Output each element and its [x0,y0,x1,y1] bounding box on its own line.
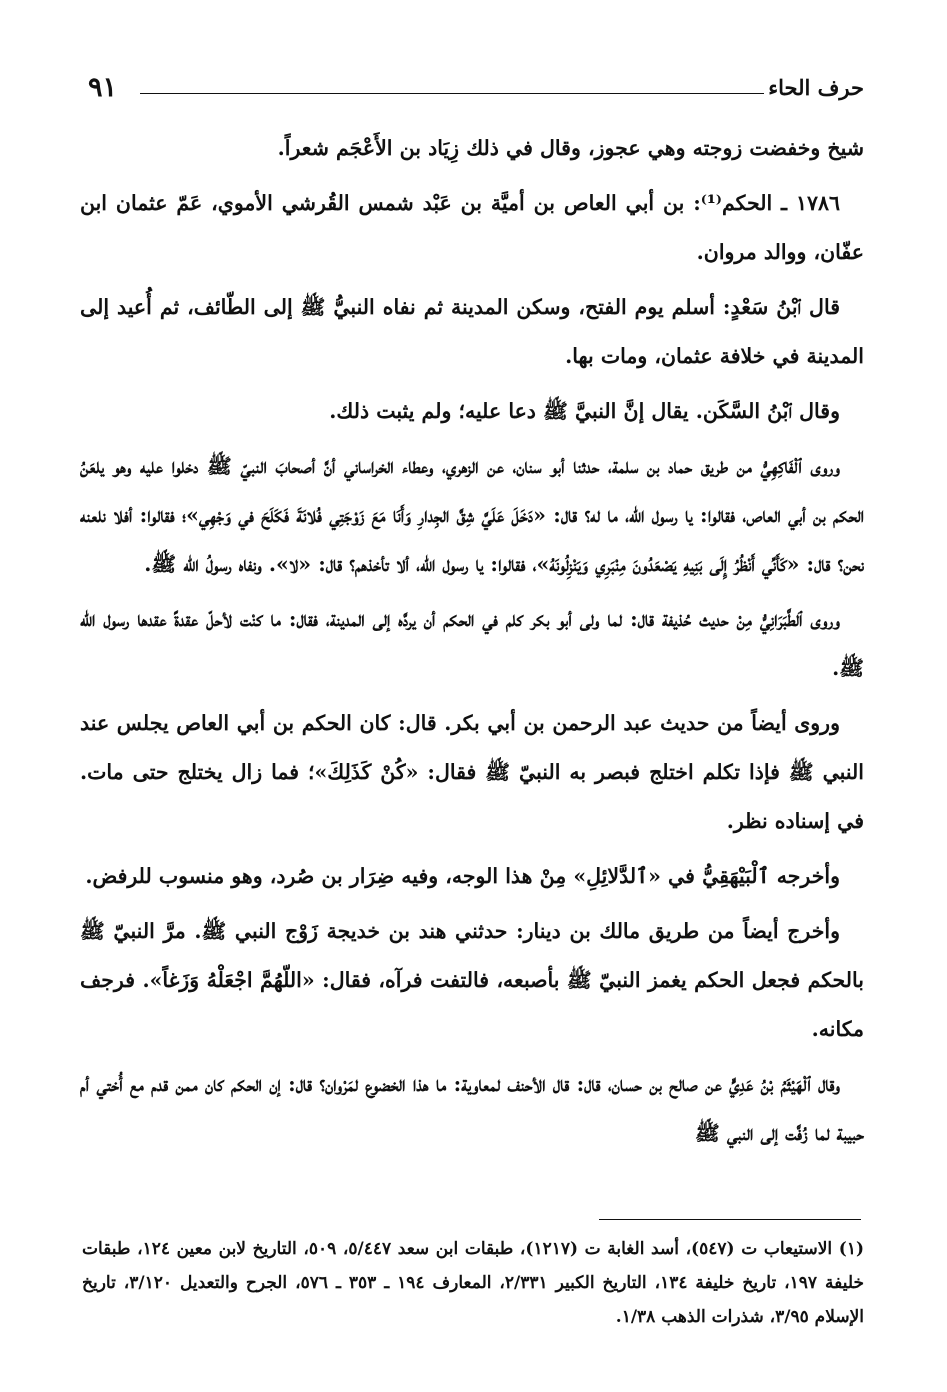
paragraph: وأخرج أيضاً من طريق مالك بن دينار: حدثني هند بن خديجة زَوْج النبي ﷺ. مرَّ النبيّ ﷺ بالحكم فجعل الحكم يغمز النبيّ ﷺ بأصبعه، فالتفت فرآه، فقال: «اللّهُمَّ اجْعَلْهُ وَزَغاً». فرجف مكانه. [80,919,864,1041]
paragraph: وقال ٱبْنُ السَّكَن. يقال إنَّ النبيَّ ﷺ دعا عليه؛ ولم يثبت ذلك. [329,399,840,423]
page-number: ٩١ [88,72,118,103]
footnote-separator [599,1219,861,1220]
paragraph: وروى أيضاً من حديث عبد الرحمن بن أبي بكر. قال: كان الحكم بن أبي العاص يجلس عند النبي ﷺ فإذا تكلم اختلج فبصر به النبيّ ﷺ فقال: «كُنْ كَذَلِكَ»؛ فما زال يختلج حتى مات. في إسناده نظر. [80,711,864,833]
paragraph: قال ٱبْنُ سَعْدٍ: أسلم يوم الفتح، وسكن المدينة ثم نفاه النبيُّ ﷺ إلى الطّائف، ثم أُعيد إلى المدينة في خلافة عثمان، ومات بها. [80,295,864,368]
entry-paragraph: ١٧٨٦ ـ الحكم⁽¹⁾: بن أبي العاص بن أميَّة بن عَبْد شمس القُرشي الأموي، عَمّ عثمان ابن عفّان، ووالد مروان. [80,191,864,264]
page-header [88,70,864,106]
paragraph: وروى ٱلْفَاكِهِيُّ من طريق حماد بن سلمة، حدثنا أبو سنان، عن الزهري، وعطاء الخراساني أنَّ أصحابَ النبيّ ﷺ دخلوا عليه وهو يلعَنُ الحكم بن أبي العاص، فقالوا: يا رسول الله، ما له؟ قال: «دَخَلَ عَلَيَّ شِقَّ الجِدارِ وَأَنَا مَعَ زَوْجَتِي فُلانَةَ فَكَلَحَ في وَجْهِي»؛ فقالوا: أفلا نلعنه نحن؟ قال: «كَأَنِّي أَنْظُرُ إِلَى بَنِيهِ يَصْعَدُونَ مِنْبَرِي وَيَنْزِلُونَهُ»، فقالوا: يا رسول الله، ألا تأخذهم؟ قال: «لا». ونفاه رسولُ الله ﷺ. [80,454,864,576]
paragraph: شيخ وخفضت زوجته وهي عجوز، وقال في ذلك زِيَاد بن الأَعْجَم شعراً. [277,136,864,160]
footnotes [82,1232,864,1334]
running-title: حرف الحاء [768,75,864,100]
footnote: (١) الاستيعاب ت (٥٤٧)، أسد الغابة ت (١٢١٧)، طبقات ابن سعد ٥/٤٤٧، ٥٠٩، التاريخ لابن معين ١٢٤، طبقات خليفة ١٩٧، تاريخ خليفة ١٣٤، التاريخ الكبير ٢/٣٣١، المعارف ١٩٤ ـ ٣٥٣ ـ ٥٧٦، الجرح والتعديل ٣/١٢٠، تاريخ الإسلام ٣/٩٥، شذرات الذهب ١/٣٨. [82,1239,865,1327]
paragraph: وقال ٱلْهَيْثَمُ بْنُ عَدِيٍّ عن صالح بن حسان، قال: قال الأحنف لمعاوية: ما هذا الخضوع لمَرْوان؟ قال: إن الحكم كان ممن قدم مع أُختي أم حبيبة لما زُفَّت إلى النبي ﷺ [80,1072,864,1145]
paragraph: وأخرجه ٱلْبَيْهَقِيُّ في «ٱلدَّلائِلِ» مِنْ هذا الوجه، وفيه ضِرَار بن صُرد، وهو منسوب للرفض. [85,864,840,888]
main-text [80,124,864,1164]
header-rule [140,93,764,94]
paragraph: وروى ٱلطَّبَرَانِيُّ مِنْ حديث حُذيفة قال: لما ولى أبو بكر كلم في الحكم أن يردَّه إلى المدينة، فقال: ما كنْت لأحلّ عقدةً عقدها رسول الله ﷺ. [80,607,864,680]
